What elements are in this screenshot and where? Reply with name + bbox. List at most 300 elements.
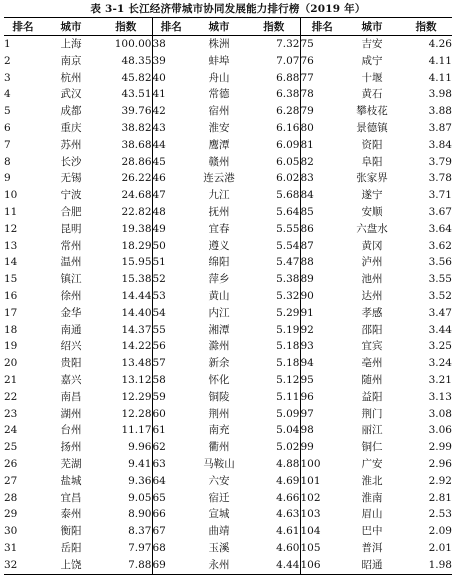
city-cell: 杭州 — [60, 71, 82, 84]
city-cell: 绵阳 — [208, 256, 230, 269]
index-cell: 13.12 — [121, 373, 152, 386]
city-cell: 荆门 — [361, 407, 383, 420]
index-cell: 2.81 — [428, 491, 452, 504]
header-city: 城市 — [344, 18, 400, 36]
rank-cell: 96 — [300, 389, 344, 406]
city-cell: 泰州 — [60, 508, 82, 521]
index-cell: 5.02 — [276, 441, 300, 454]
table-row — [4, 170, 452, 187]
index-cell: 2.01 — [428, 541, 452, 554]
table-row — [4, 389, 452, 406]
index-cell: 3.88 — [428, 105, 452, 118]
index-cell: 8.90 — [128, 508, 152, 521]
index-cell: 7.32 — [276, 38, 300, 50]
city-cell: 滁州 — [208, 340, 230, 353]
index-cell: 24.68 — [121, 189, 152, 202]
index-cell: 5.32 — [276, 289, 300, 302]
index-cell: 45.82 — [121, 71, 152, 84]
index-cell: 6.05 — [276, 155, 300, 168]
table-row — [4, 422, 452, 439]
rank-cell: 58 — [152, 372, 190, 389]
table-row — [4, 305, 452, 322]
city-cell: 铜陵 — [208, 390, 230, 403]
index-cell: 5.12 — [276, 373, 300, 386]
city-cell: 赣州 — [208, 155, 230, 168]
index-cell: 18.29 — [121, 239, 152, 252]
rank-cell: 69 — [152, 557, 190, 574]
index-cell: 7.88 — [128, 558, 152, 571]
table-row — [4, 154, 452, 171]
table-row — [4, 439, 452, 456]
index-cell: 4.44 — [276, 558, 300, 571]
rank-cell: 91 — [300, 305, 344, 322]
index-cell: 4.88 — [276, 457, 300, 470]
index-cell: 4.60 — [276, 541, 300, 554]
rank-cell: 59 — [152, 389, 190, 406]
index-cell: 5.11 — [276, 390, 300, 403]
rank-cell: 20 — [4, 357, 18, 370]
index-cell: 15.95 — [121, 256, 152, 269]
rank-cell: 32 — [4, 558, 18, 571]
rank-cell: 102 — [300, 490, 344, 507]
table-row — [4, 322, 452, 339]
index-cell: 3.71 — [428, 189, 452, 202]
index-cell: 39.76 — [121, 105, 152, 118]
city-cell: 邵阳 — [361, 323, 383, 336]
city-cell: 荆州 — [208, 407, 230, 420]
rank-cell: 92 — [300, 322, 344, 339]
index-cell: 2.09 — [428, 525, 452, 538]
city-cell: 宜昌 — [60, 491, 82, 504]
rank-cell: 75 — [300, 36, 344, 53]
rank-cell: 22 — [4, 390, 18, 403]
header-index: 指数 — [100, 18, 152, 36]
rank-cell: 57 — [152, 355, 190, 372]
rank-cell: 31 — [4, 541, 18, 554]
city-cell: 台州 — [60, 424, 82, 437]
rank-cell: 25 — [4, 441, 18, 454]
city-cell: 亳州 — [361, 357, 383, 370]
rank-cell: 30 — [4, 525, 18, 538]
index-cell: 14.37 — [121, 323, 152, 336]
city-cell: 淮南 — [361, 491, 383, 504]
city-cell: 盐城 — [60, 474, 82, 487]
city-cell: 达州 — [361, 289, 383, 302]
city-cell: 上海 — [60, 38, 82, 50]
index-cell: 5.29 — [276, 306, 300, 319]
index-cell: 3.08 — [428, 407, 452, 420]
rank-cell: 52 — [152, 271, 190, 288]
index-cell: 9.41 — [128, 457, 152, 470]
city-cell: 湖州 — [60, 407, 82, 420]
rank-cell: 93 — [300, 338, 344, 355]
index-cell: 14.40 — [121, 306, 152, 319]
index-cell: 14.44 — [121, 289, 152, 302]
index-cell: 12.29 — [121, 390, 152, 403]
rank-cell: 26 — [4, 457, 18, 470]
city-cell: 长沙 — [60, 155, 82, 168]
rank-cell: 64 — [152, 473, 190, 490]
rank-cell: 47 — [152, 187, 190, 204]
rank-cell: 5 — [4, 105, 11, 118]
index-cell: 5.04 — [276, 424, 300, 437]
index-cell: 11.17 — [121, 424, 152, 437]
city-cell: 攀枝花 — [356, 105, 388, 118]
table-row — [4, 221, 452, 238]
table-caption: 表 3-1 长江经济带城市协同发展能力排行榜（2019 年） — [90, 3, 366, 15]
index-cell: 15.38 — [121, 273, 152, 286]
index-cell: 12.28 — [121, 407, 152, 420]
rank-cell: 13 — [4, 239, 18, 252]
city-cell: 随州 — [361, 373, 383, 386]
index-cell: 4.61 — [276, 525, 300, 538]
index-cell: 3.44 — [428, 323, 452, 336]
rank-cell: 99 — [300, 439, 344, 456]
rank-cell: 61 — [152, 422, 190, 439]
index-cell: 8.37 — [128, 525, 152, 538]
rank-cell: 48 — [152, 204, 190, 221]
rank-cell: 88 — [300, 254, 344, 271]
table-row — [4, 288, 452, 305]
index-cell: 4.11 — [428, 54, 452, 67]
index-cell: 14.22 — [121, 340, 152, 353]
city-cell: 十堰 — [361, 71, 383, 84]
city-cell: 扬州 — [60, 441, 82, 454]
index-cell: 19.38 — [121, 222, 152, 235]
index-cell: 9.36 — [128, 474, 152, 487]
rank-cell: 55 — [152, 322, 190, 339]
index-cell: 38.68 — [121, 138, 152, 151]
rank-cell: 89 — [300, 271, 344, 288]
city-cell: 黄冈 — [361, 239, 383, 252]
rank-cell: 41 — [152, 86, 190, 103]
index-cell: 4.11 — [428, 71, 452, 84]
rank-cell: 10 — [4, 189, 18, 202]
index-cell: 6.16 — [276, 121, 300, 134]
city-cell: 内江 — [208, 306, 230, 319]
city-cell: 常德 — [208, 88, 230, 101]
index-cell: 43.51 — [121, 88, 152, 101]
rank-cell: 54 — [152, 305, 190, 322]
index-cell: 13.48 — [121, 357, 152, 370]
rank-cell: 29 — [4, 508, 18, 521]
header-rank: 排名 — [4, 18, 42, 36]
index-cell: 2.53 — [428, 508, 452, 521]
city-cell: 巴中 — [361, 525, 383, 538]
city-cell: 南京 — [60, 54, 82, 67]
city-cell: 池州 — [361, 273, 383, 286]
index-cell: 48.35 — [121, 54, 152, 67]
rank-cell: 12 — [4, 222, 18, 235]
table-row — [4, 540, 452, 557]
rank-cell: 4 — [4, 88, 11, 101]
index-cell: 5.55 — [276, 222, 300, 235]
header-index: 指数 — [400, 18, 452, 36]
index-cell: 4.63 — [276, 508, 300, 521]
index-cell: 5.09 — [276, 407, 300, 420]
city-cell: 淮北 — [361, 474, 383, 487]
index-cell: 28.86 — [121, 155, 152, 168]
rank-cell: 66 — [152, 506, 190, 523]
rank-cell: 27 — [4, 474, 18, 487]
table-row — [4, 506, 452, 523]
city-cell: 景德镇 — [356, 121, 388, 134]
city-cell: 广安 — [361, 457, 383, 470]
rank-cell: 77 — [300, 70, 344, 87]
table-row — [4, 372, 452, 389]
index-cell: 5.47 — [276, 256, 300, 269]
header-index: 指数 — [248, 18, 300, 36]
city-cell: 武汉 — [60, 88, 82, 101]
city-cell: 无锡 — [60, 172, 82, 185]
table-row — [4, 103, 452, 120]
index-cell: 9.05 — [128, 491, 152, 504]
table-row — [4, 86, 452, 103]
city-cell: 温州 — [60, 256, 82, 269]
table-row — [4, 456, 452, 473]
index-cell: 5.18 — [276, 340, 300, 353]
header-city: 城市 — [42, 18, 100, 36]
table-row — [4, 187, 452, 204]
header-rank: 排名 — [300, 18, 344, 36]
table-row — [4, 70, 452, 87]
rank-cell: 104 — [300, 523, 344, 540]
city-cell: 咸宁 — [361, 54, 383, 67]
table-row — [4, 338, 452, 355]
index-cell: 22.82 — [121, 205, 152, 218]
city-cell: 嘉兴 — [60, 373, 82, 386]
index-cell: 3.84 — [428, 138, 452, 151]
rank-cell: 17 — [4, 306, 18, 319]
city-cell: 衢州 — [208, 441, 230, 454]
city-cell: 黄石 — [361, 88, 383, 101]
rank-cell: 44 — [152, 137, 190, 154]
index-cell: 3.24 — [428, 357, 452, 370]
rank-cell: 76 — [300, 53, 344, 70]
index-cell: 3.64 — [428, 222, 452, 235]
rank-cell: 51 — [152, 254, 190, 271]
city-cell: 苏州 — [60, 138, 82, 151]
city-cell: 怀化 — [208, 373, 230, 386]
city-cell: 淮安 — [208, 121, 230, 134]
index-cell: 6.88 — [276, 71, 300, 84]
city-cell: 抚州 — [208, 205, 230, 218]
city-cell: 上饶 — [60, 558, 82, 571]
city-cell: 眉山 — [361, 508, 383, 521]
rank-cell: 68 — [152, 540, 190, 557]
table-row — [4, 53, 452, 70]
city-cell: 玉溪 — [208, 541, 230, 554]
table-row — [4, 355, 452, 372]
table-row — [4, 557, 452, 574]
city-cell: 丽江 — [361, 424, 383, 437]
city-cell: 南昌 — [60, 390, 82, 403]
rank-cell: 86 — [300, 221, 344, 238]
ranking-table — [4, 17, 452, 575]
index-cell: 3.67 — [428, 205, 452, 218]
rank-cell: 39 — [152, 53, 190, 70]
index-cell: 5.18 — [276, 357, 300, 370]
city-cell: 合肥 — [60, 205, 82, 218]
index-cell: 3.47 — [428, 306, 452, 319]
city-cell: 张家界 — [356, 172, 388, 185]
index-cell: 2.96 — [428, 457, 452, 470]
rank-cell: 90 — [300, 288, 344, 305]
rank-cell: 56 — [152, 338, 190, 355]
index-cell: 6.02 — [276, 172, 300, 185]
rank-cell: 95 — [300, 372, 344, 389]
rank-cell: 103 — [300, 506, 344, 523]
rank-cell: 45 — [152, 154, 190, 171]
table-row — [4, 204, 452, 221]
rank-cell: 97 — [300, 406, 344, 423]
rank-cell: 63 — [152, 456, 190, 473]
header-city: 城市 — [190, 18, 248, 36]
index-cell: 3.52 — [428, 289, 452, 302]
city-cell: 新余 — [208, 357, 230, 370]
city-cell: 萍乡 — [208, 273, 230, 286]
index-cell: 3.78 — [428, 172, 452, 185]
city-cell: 宿迁 — [208, 491, 230, 504]
index-cell: 100.00 — [114, 38, 152, 50]
city-cell: 安顺 — [361, 205, 383, 218]
rank-cell: 19 — [4, 340, 18, 353]
table-row — [4, 254, 452, 271]
rank-cell: 101 — [300, 473, 344, 490]
city-cell: 连云港 — [203, 172, 235, 185]
city-cell: 湘潭 — [208, 323, 230, 336]
city-cell: 永州 — [208, 558, 230, 571]
rank-cell: 28 — [4, 491, 18, 504]
table-row — [4, 490, 452, 507]
table-row — [4, 36, 452, 53]
city-cell: 成都 — [60, 105, 82, 118]
index-cell: 4.66 — [276, 491, 300, 504]
rank-cell: 11 — [4, 205, 18, 218]
rank-cell: 84 — [300, 187, 344, 204]
index-cell: 5.68 — [276, 189, 300, 202]
city-cell: 绍兴 — [60, 340, 82, 353]
rank-cell: 67 — [152, 523, 190, 540]
city-cell: 宣城 — [208, 508, 230, 521]
rank-cell: 2 — [4, 54, 11, 67]
index-cell: 26.22 — [121, 172, 152, 185]
rank-cell: 23 — [4, 407, 18, 420]
index-cell: 4.26 — [428, 38, 452, 50]
city-cell: 遵义 — [208, 239, 230, 252]
rank-cell: 3 — [4, 71, 11, 84]
rank-cell: 49 — [152, 221, 190, 238]
index-cell: 38.82 — [121, 121, 152, 134]
city-cell: 马鞍山 — [203, 457, 235, 470]
rank-cell: 80 — [300, 120, 344, 137]
city-cell: 岳阳 — [60, 541, 82, 554]
rank-cell: 79 — [300, 103, 344, 120]
city-cell: 镇江 — [60, 273, 82, 286]
rank-cell: 60 — [152, 406, 190, 423]
rank-cell: 14 — [4, 256, 18, 269]
index-cell: 3.21 — [428, 373, 452, 386]
index-cell: 7.07 — [276, 54, 300, 67]
city-cell: 孝感 — [361, 306, 383, 319]
rank-cell: 8 — [4, 155, 11, 168]
index-cell: 3.56 — [428, 256, 452, 269]
rank-cell: 50 — [152, 238, 190, 255]
city-cell: 泸州 — [361, 256, 383, 269]
index-cell: 5.19 — [276, 323, 300, 336]
rank-cell: 85 — [300, 204, 344, 221]
table-row — [4, 473, 452, 490]
index-cell: 9.96 — [128, 441, 152, 454]
city-cell: 贵阳 — [60, 357, 82, 370]
city-cell: 铜仁 — [361, 441, 383, 454]
rank-cell: 46 — [152, 170, 190, 187]
table-row — [4, 137, 452, 154]
rank-cell: 15 — [4, 273, 18, 286]
city-cell: 六安 — [208, 474, 230, 487]
city-cell: 株洲 — [208, 38, 230, 50]
index-cell: 3.98 — [428, 88, 452, 101]
index-cell: 3.79 — [428, 155, 452, 168]
city-cell: 宿州 — [208, 105, 230, 118]
rank-cell: 40 — [152, 70, 190, 87]
index-cell: 7.97 — [128, 541, 152, 554]
table-body — [4, 36, 452, 575]
index-cell: 3.13 — [428, 390, 452, 403]
rank-cell: 94 — [300, 355, 344, 372]
rank-cell: 100 — [300, 456, 344, 473]
city-cell: 芜湖 — [60, 457, 82, 470]
city-cell: 舟山 — [208, 71, 230, 84]
city-cell: 六盘水 — [356, 222, 388, 235]
table-row — [4, 120, 452, 137]
rank-cell: 7 — [4, 138, 11, 151]
city-cell: 九江 — [208, 189, 230, 202]
rank-cell: 98 — [300, 422, 344, 439]
index-cell: 3.25 — [428, 340, 452, 353]
city-cell: 衡阳 — [60, 525, 82, 538]
city-cell: 南通 — [60, 323, 82, 336]
rank-cell: 42 — [152, 103, 190, 120]
rank-cell: 65 — [152, 490, 190, 507]
city-cell: 南充 — [208, 424, 230, 437]
index-cell: 6.38 — [276, 88, 300, 101]
rank-cell: 53 — [152, 288, 190, 305]
index-cell: 3.62 — [428, 239, 452, 252]
city-cell: 益阳 — [361, 390, 383, 403]
index-cell: 5.38 — [276, 273, 300, 286]
index-cell: 6.28 — [276, 105, 300, 118]
index-cell: 6.09 — [276, 138, 300, 151]
index-cell: 2.92 — [428, 474, 452, 487]
city-cell: 蚌埠 — [208, 54, 230, 67]
rank-cell: 62 — [152, 439, 190, 456]
rank-cell: 1 — [4, 38, 11, 50]
rank-cell: 105 — [300, 540, 344, 557]
city-cell: 宜宾 — [361, 340, 383, 353]
table-header-row — [4, 18, 452, 36]
index-cell: 3.55 — [428, 273, 452, 286]
rank-cell: 83 — [300, 170, 344, 187]
rank-cell: 24 — [4, 424, 18, 437]
city-cell: 普洱 — [361, 541, 383, 554]
city-cell: 昭通 — [361, 558, 383, 571]
rank-cell: 78 — [300, 86, 344, 103]
table-row — [4, 271, 452, 288]
city-cell: 鹰潭 — [208, 138, 230, 151]
rank-cell: 43 — [152, 120, 190, 137]
rank-cell: 9 — [4, 172, 11, 185]
